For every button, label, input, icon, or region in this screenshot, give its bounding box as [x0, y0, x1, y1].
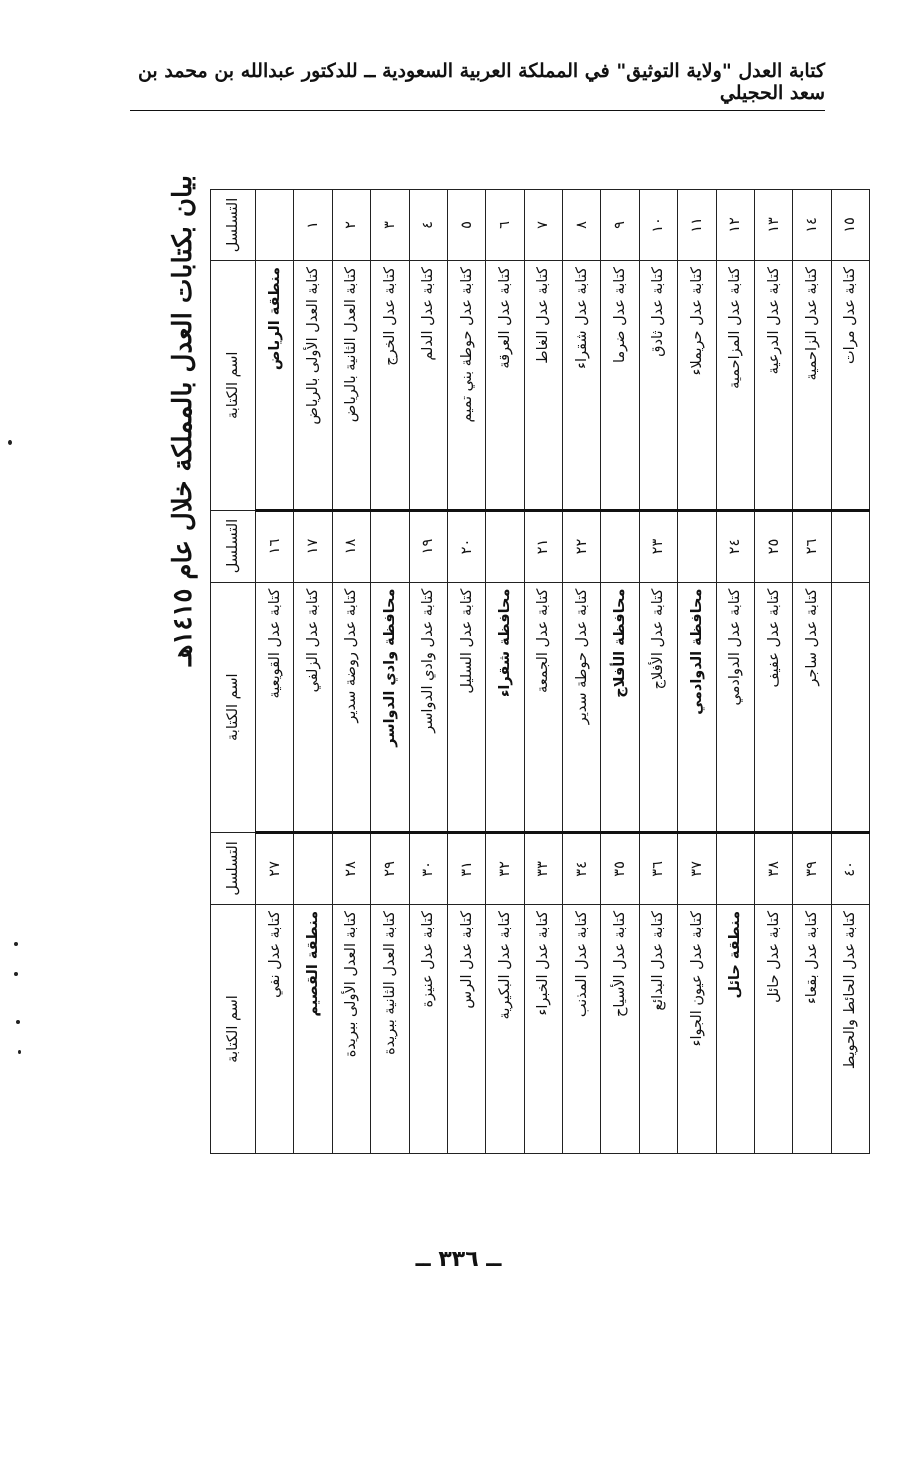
serial-cell: ١٩	[409, 510, 447, 582]
table-row	[716, 190, 754, 1154]
court-name-cell: كتابة عدل البدائع	[639, 904, 677, 1153]
table-body	[256, 190, 870, 1154]
court-name-cell: كتابة عدل الحائط والحويط	[831, 904, 869, 1153]
table-row	[409, 190, 447, 1154]
page-title: بيان بكتابات العدل بالمملكة خلال عام ١٤١٥هـ	[168, 175, 198, 666]
serial-cell	[371, 510, 409, 582]
header-cell: التسلسل	[211, 510, 256, 582]
table-row	[294, 190, 332, 1154]
serial-cell: ١٧	[294, 510, 332, 582]
court-name-cell: منطقة القصيم	[294, 904, 332, 1153]
table-header-row	[211, 190, 256, 1154]
serial-cell: ٤	[409, 190, 447, 261]
court-name-cell: كتابة عدل عنيزة	[409, 904, 447, 1153]
serial-cell: ٢	[332, 190, 370, 261]
serial-cell: ٢١	[524, 510, 562, 582]
serial-cell	[678, 510, 716, 582]
court-name-cell: منطقة الرياض	[256, 261, 294, 511]
court-name-cell: كتابة عدل المزاحمية	[716, 261, 754, 511]
header-cell: اسم الكتابة	[211, 261, 256, 511]
court-name-cell: كتابة عدل حوطة بني تميم	[447, 261, 485, 511]
table-row	[447, 190, 485, 1154]
courts-table	[210, 189, 870, 1154]
table-row	[601, 190, 639, 1154]
serial-cell: ٣٦	[639, 832, 677, 904]
serial-cell	[601, 510, 639, 582]
serial-cell: ٨	[563, 190, 601, 261]
serial-cell: ٣٠	[409, 832, 447, 904]
table-row	[256, 190, 294, 1154]
court-name-cell: كتابة عدل ثادق	[639, 261, 677, 511]
court-name-cell: كتابة عدل الرس	[447, 904, 485, 1153]
serial-cell: ٢٦	[793, 510, 831, 582]
court-name-cell: كتابة العدل الثانية ببريدة	[371, 904, 409, 1153]
court-name-cell: كتابة عدل القويعية	[256, 582, 294, 832]
serial-cell: ٣١	[447, 832, 485, 904]
court-name-cell: كتابة عدل الجمعة	[524, 582, 562, 832]
court-name-cell: كتابة عدل البكيرية	[486, 904, 524, 1153]
table-row	[793, 190, 831, 1154]
court-name-cell: كتابة عدل الزاحمية	[793, 261, 831, 511]
serial-cell: ٦	[486, 190, 524, 261]
court-name-cell: كتابة عدل السليل	[447, 582, 485, 832]
serial-cell: ٢٥	[754, 510, 792, 582]
serial-cell: ٣٢	[486, 832, 524, 904]
table-row	[754, 190, 792, 1154]
page-number: ــ ٣٣٦ ــ	[415, 1247, 502, 1272]
court-name-cell: كتابة عدل وادي الدواسر	[409, 582, 447, 832]
serial-cell	[716, 832, 754, 904]
table-row	[678, 190, 716, 1154]
serial-cell: ٣٨	[754, 832, 792, 904]
header-cell: التسلسل	[211, 190, 256, 261]
serial-cell	[831, 510, 869, 582]
serial-cell: ٥	[447, 190, 485, 261]
serial-cell: ٢٩	[371, 832, 409, 904]
court-name-cell: كتابة عدل المذنب	[563, 904, 601, 1153]
serial-cell: ٢٧	[256, 832, 294, 904]
court-name-cell: كتابة عدل حريملاء	[678, 261, 716, 511]
serial-cell: ٣٤	[563, 832, 601, 904]
court-name-cell: كتابة عدل مرات	[831, 261, 869, 511]
serial-cell: ٣٩	[793, 832, 831, 904]
court-name-cell: كتابة عدل عيون الجواء	[678, 904, 716, 1153]
court-name-cell: محافظة شقراء	[486, 582, 524, 832]
table-row	[524, 190, 562, 1154]
serial-cell: ٤٠	[831, 832, 869, 904]
header-cell: التسلسل	[211, 832, 256, 904]
serial-cell: ١٢	[716, 190, 754, 261]
court-name-cell: كتابة عدل الزلفي	[294, 582, 332, 832]
court-name-cell: كتابة عدل الدلم	[409, 261, 447, 511]
serial-cell: ٢٤	[716, 510, 754, 582]
court-name-cell: كتابة عدل نفي	[256, 904, 294, 1153]
serial-cell: ١٣	[754, 190, 792, 261]
serial-cell	[256, 190, 294, 261]
court-name-cell: كتابة عدل الدرعية	[754, 261, 792, 511]
serial-cell	[486, 510, 524, 582]
court-name-cell: كتابة عدل روضة سدير	[332, 582, 370, 832]
header-cell: اسم الكتابة	[211, 904, 256, 1153]
serial-cell: ١٠	[639, 190, 677, 261]
serial-cell: ٢٨	[332, 832, 370, 904]
court-name-cell: كتابة عدل الأسياح	[601, 904, 639, 1153]
serial-cell: ٢٢	[563, 510, 601, 582]
court-name-cell: كتابة عدل عفيف	[754, 582, 792, 832]
court-name-cell: كتابة عدل الخبراء	[524, 904, 562, 1153]
speck	[14, 942, 18, 946]
court-name-cell: منطقة حائل	[716, 904, 754, 1153]
serial-cell: ١	[294, 190, 332, 261]
running-header: كتابة العدل "ولاية التوثيق" في المملكة العربية السعودية ــ للدكتور عبدالله بن محمد بن سعد الحجيلي	[130, 60, 825, 111]
table-row	[486, 190, 524, 1154]
court-name-cell: كتابة عدل ساجر	[793, 582, 831, 832]
serial-cell: ١١	[678, 190, 716, 261]
court-name-cell: كتابة العدل الأولى بالرياض	[294, 261, 332, 511]
serial-cell	[294, 832, 332, 904]
court-name-cell: كتابة عدل ضرما	[601, 261, 639, 511]
serial-cell: ٩	[601, 190, 639, 261]
serial-cell: ١٥	[831, 190, 869, 261]
speck	[18, 1050, 21, 1054]
court-name-cell: محافظة الأفلاج	[601, 582, 639, 832]
serial-cell: ٢٠	[447, 510, 485, 582]
court-name-cell	[831, 582, 869, 832]
court-name-cell: كتابة العدل الأولى ببريدة	[332, 904, 370, 1153]
table-row	[639, 190, 677, 1154]
court-name-cell: كتابة عدل العرقة	[486, 261, 524, 511]
serial-cell: ٣٣	[524, 832, 562, 904]
court-name-cell: كتابة عدل حوطة سدير	[563, 582, 601, 832]
table-row	[831, 190, 869, 1154]
serial-cell: ٧	[524, 190, 562, 261]
serial-cell: ٢٣	[639, 510, 677, 582]
court-name-cell: محافظة وادي الدواسر	[371, 582, 409, 832]
court-name-cell: محافظة الدوادمي	[678, 582, 716, 832]
court-name-cell: كتابة عدل الغاط	[524, 261, 562, 511]
serial-cell: ١٨	[332, 510, 370, 582]
serial-cell: ٣٥	[601, 832, 639, 904]
speck	[14, 972, 18, 976]
court-name-cell: كتابة عدل الخرج	[371, 261, 409, 511]
court-name-cell: كتابة عدل حائل	[754, 904, 792, 1153]
serial-cell: ٣٧	[678, 832, 716, 904]
serial-cell: ٣	[371, 190, 409, 261]
court-name-cell: كتابة عدل الأفلاج	[639, 582, 677, 832]
court-name-cell: كتابة عدل شقراء	[563, 261, 601, 511]
table-row	[332, 190, 370, 1154]
table-row	[371, 190, 409, 1154]
serial-cell: ١٤	[793, 190, 831, 261]
court-name-cell: كتابة العدل الثانية بالرياض	[332, 261, 370, 511]
speck	[8, 440, 12, 445]
court-name-cell: كتابة عدل الدوادمي	[716, 582, 754, 832]
court-name-cell: كتابة عدل بقعاء	[793, 904, 831, 1153]
speck	[16, 1020, 20, 1024]
serial-cell: ١٦	[256, 510, 294, 582]
table-row	[563, 190, 601, 1154]
header-cell: اسم الكتابة	[211, 582, 256, 832]
